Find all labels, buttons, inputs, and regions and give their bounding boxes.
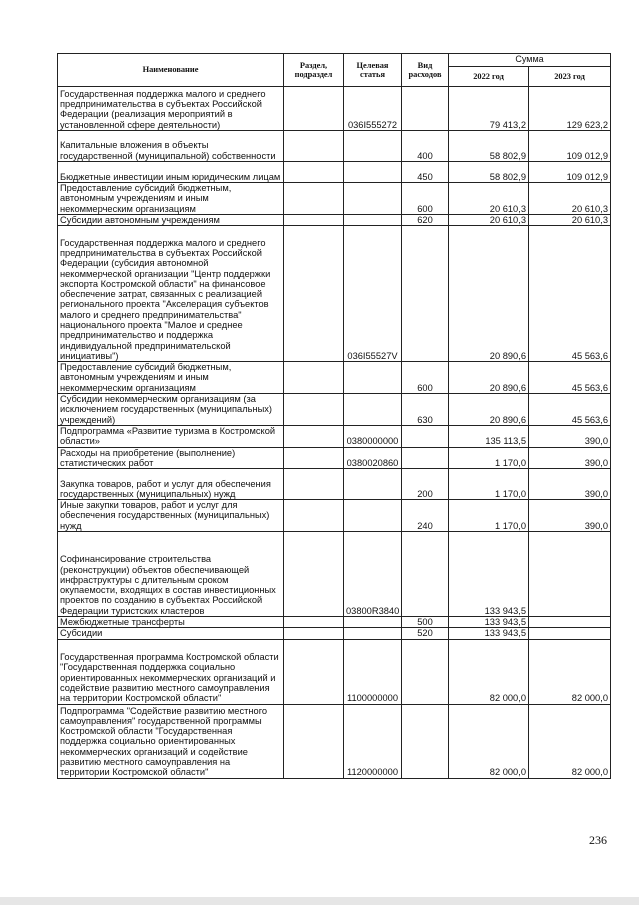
table-cell-target [344, 394, 402, 426]
table-row [58, 394, 611, 426]
table-row [58, 362, 611, 394]
table-cell-sum-2022: 1 170,0 [449, 500, 529, 532]
table-row [58, 87, 611, 131]
table-cell-name: Государственная поддержка малого и среднего предпринимательства в субъектах Российской Федерации (субсидия автономной некоммерческой организации "Центр поддержки экспорта Костромской области" на финансовое обеспечение затрат, связанных с реализацией регионального проекта "Акселерация субъектов малого и среднего предпринимательства" национального проекта "Малое и среднее предпринимательство и поддержка индивидуальной предпринимательской инициативы") [58, 226, 284, 362]
table-cell-kind [402, 226, 449, 362]
table-cell-section [284, 226, 344, 362]
table-row [58, 469, 611, 500]
table-cell-section [284, 183, 344, 215]
table-cell-sum-2022: 1 170,0 [449, 469, 529, 500]
table-cell-sum-2023: 109 012,9 [529, 162, 611, 183]
table-cell-kind: 240 [402, 500, 449, 532]
header-kind: Вид расходов [402, 54, 449, 87]
table-cell-target [344, 617, 402, 628]
table-row [58, 214, 611, 225]
table-cell-section [284, 131, 344, 162]
table-cell-kind [402, 532, 449, 617]
table-cell-kind: 620 [402, 214, 449, 225]
table-cell-section [284, 362, 344, 394]
budget-table [57, 53, 611, 779]
table-cell-sum-2022: 133 943,5 [449, 628, 529, 639]
table-row [58, 131, 611, 162]
table-cell-sum-2023: 45 563,6 [529, 226, 611, 362]
table-cell-target [344, 628, 402, 639]
table-cell-kind: 600 [402, 362, 449, 394]
table-cell-sum-2023: 390,0 [529, 425, 611, 447]
table-cell-target [344, 500, 402, 532]
table-cell-sum-2023: 20 610,3 [529, 183, 611, 215]
header-sum: Сумма [449, 54, 611, 67]
table-cell-kind: 400 [402, 131, 449, 162]
table-cell-name: Закупка товаров, работ и услуг для обеспечения государственных (муниципальных) нужд [58, 469, 284, 500]
table-cell-target [344, 214, 402, 225]
table-cell-sum-2022: 82 000,0 [449, 639, 529, 704]
table-cell-kind [402, 704, 449, 778]
table-cell-sum-2022: 1 170,0 [449, 447, 529, 469]
table-cell-sum-2022: 82 000,0 [449, 704, 529, 778]
table-cell-target: 1100000000 [344, 639, 402, 704]
table-row [58, 183, 611, 215]
table-cell-kind: 500 [402, 617, 449, 628]
table-cell-name: Межбюджетные трансферты [58, 617, 284, 628]
header-section: Раздел, подраздел [284, 54, 344, 87]
table-cell-name: Субсидии [58, 628, 284, 639]
table-cell-name: Предоставление субсидий бюджетным, автономным учреждениям и иным некоммерческим организациям [58, 362, 284, 394]
header-year-2022: 2022 год [449, 67, 529, 87]
table-cell-name: Подпрограмма «Развитие туризма в Костромской области» [58, 425, 284, 447]
table-cell-sum-2023 [529, 628, 611, 639]
table-cell-name: Софинансирование строительства (реконструкции) объектов обеспечивающей инфраструктуры с длительным сроком окупаемости, входящих в состав инвестиционных проектов по созданию в субъектах Российской Федерации туристских кластеров [58, 532, 284, 617]
table-cell-section [284, 628, 344, 639]
table-cell-sum-2023: 45 563,6 [529, 394, 611, 426]
table-cell-sum-2023 [529, 532, 611, 617]
table-cell-sum-2023: 20 610,3 [529, 214, 611, 225]
table-cell-sum-2022: 58 802,9 [449, 162, 529, 183]
table-cell-section [284, 500, 344, 532]
table-cell-sum-2023: 82 000,0 [529, 704, 611, 778]
table-cell-target: 1120000000 [344, 704, 402, 778]
table-cell-sum-2023: 390,0 [529, 447, 611, 469]
table-cell-section [284, 447, 344, 469]
table-cell-kind [402, 87, 449, 131]
table-cell-name: Государственная программа Костромской области "Государственная поддержка социально ориентированных некоммерческих организаций и содействие развитию местного самоуправления на территории Костромской области" [58, 639, 284, 704]
table-cell-target: 0380000000 [344, 425, 402, 447]
table-cell-sum-2022: 133 943,5 [449, 532, 529, 617]
table-cell-section [284, 425, 344, 447]
table-row [58, 500, 611, 532]
table-cell-section [284, 162, 344, 183]
table-cell-section [284, 214, 344, 225]
table-cell-sum-2023: 45 563,6 [529, 362, 611, 394]
table-cell-sum-2023: 82 000,0 [529, 639, 611, 704]
table-cell-target [344, 162, 402, 183]
header-target: Целевая статья [344, 54, 402, 87]
table-cell-kind [402, 425, 449, 447]
table-cell-section [284, 532, 344, 617]
table-cell-sum-2022: 20 890,6 [449, 362, 529, 394]
table-row [58, 162, 611, 183]
scan-bottom-edge [0, 897, 639, 905]
table-cell-sum-2022: 79 413,2 [449, 87, 529, 131]
table-row [58, 532, 611, 617]
table-cell-name: Иные закупки товаров, работ и услуг для обеспечения государственных (муниципальных) нужд [58, 500, 284, 532]
table-cell-section [284, 469, 344, 500]
table-cell-name: Субсидии некоммерческим организациям (за исключением государственных (муниципальных) учреждений) [58, 394, 284, 426]
table-cell-sum-2022: 135 113,5 [449, 425, 529, 447]
table-cell-target: 036I555272 [344, 87, 402, 131]
table-cell-kind: 520 [402, 628, 449, 639]
table-cell-target [344, 131, 402, 162]
table-cell-section [284, 639, 344, 704]
header-year-2023: 2023 год [529, 67, 611, 87]
table-cell-name: Подпрограмма "Содействие развитию местного самоуправления" государственной программы Костромской области "Государственная поддержка социально ориентированных некоммерческих организаций и содействие развитию местного самоуправления на территории Костромской области" [58, 704, 284, 778]
table-row [58, 628, 611, 639]
table-cell-name: Капитальные вложения в объекты государственной (муниципальной) собственности [58, 131, 284, 162]
table-cell-section [284, 394, 344, 426]
table-cell-name: Расходы на приобретение (выполнение) статистических работ [58, 447, 284, 469]
page-number: 236 [589, 833, 607, 847]
table-cell-sum-2022: 20 890,6 [449, 226, 529, 362]
table-row [58, 639, 611, 704]
header-name: Наименование [58, 54, 284, 87]
table-cell-name: Государственная поддержка малого и среднего предпринимательства в субъектах Российской Федерации (реализация мероприятий в установленной сфере деятельности) [58, 87, 284, 131]
table-row [58, 704, 611, 778]
table-cell-sum-2023: 390,0 [529, 469, 611, 500]
table-cell-name: Предоставление субсидий бюджетным, автономным учреждениям и иным некоммерческим организациям [58, 183, 284, 215]
table-cell-target: 03800R3840 [344, 532, 402, 617]
table-cell-sum-2023: 129 623,2 [529, 87, 611, 131]
table-cell-target: 0380020860 [344, 447, 402, 469]
table-cell-kind: 200 [402, 469, 449, 500]
table-cell-target [344, 362, 402, 394]
table-cell-target [344, 469, 402, 500]
table-cell-sum-2022: 20 610,3 [449, 214, 529, 225]
table-cell-sum-2022: 58 802,9 [449, 131, 529, 162]
table-cell-kind: 630 [402, 394, 449, 426]
table-cell-name: Бюджетные инвестиции иным юридическим лицам [58, 162, 284, 183]
table-cell-kind [402, 447, 449, 469]
table-row [58, 617, 611, 628]
table-cell-kind: 450 [402, 162, 449, 183]
table-cell-sum-2022: 133 943,5 [449, 617, 529, 628]
table-cell-name: Субсидии автономным учреждениям [58, 214, 284, 225]
table-cell-kind [402, 639, 449, 704]
table-cell-target: 036I55527V [344, 226, 402, 362]
table-cell-section [284, 617, 344, 628]
table-row [58, 226, 611, 362]
table-cell-sum-2022: 20 890,6 [449, 394, 529, 426]
table-cell-sum-2022: 20 610,3 [449, 183, 529, 215]
table-row [58, 425, 611, 447]
table-cell-kind: 600 [402, 183, 449, 215]
table-cell-target [344, 183, 402, 215]
table-cell-sum-2023: 390,0 [529, 500, 611, 532]
table-cell-sum-2023: 109 012,9 [529, 131, 611, 162]
table-cell-section [284, 704, 344, 778]
table-cell-sum-2023 [529, 617, 611, 628]
table-row [58, 447, 611, 469]
table-cell-section [284, 87, 344, 131]
